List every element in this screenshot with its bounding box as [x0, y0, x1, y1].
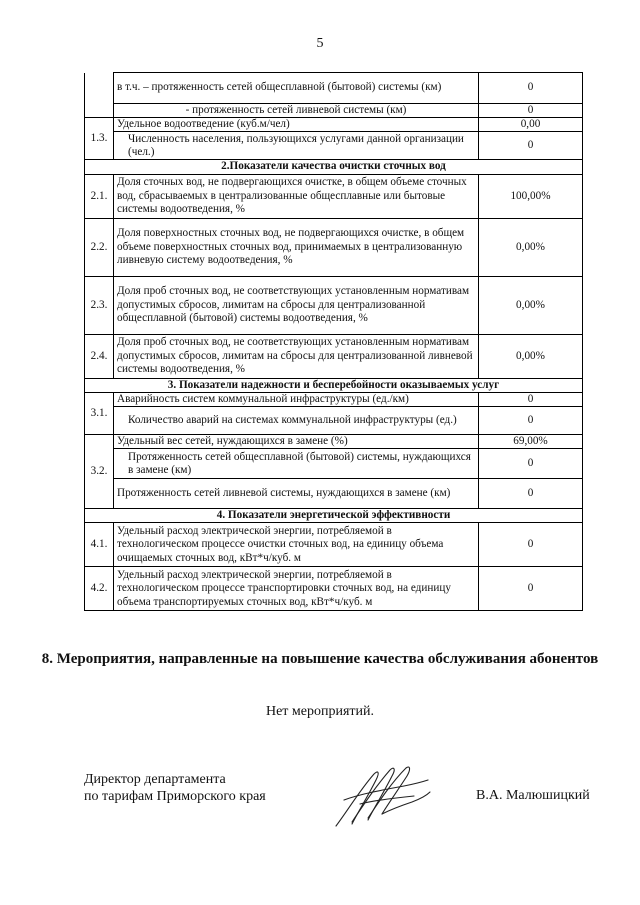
row-value: 100,00% [479, 174, 583, 218]
table-row [85, 479, 583, 509]
row-number: 2.3. [85, 276, 114, 334]
signer-title-line2: по тарифам Приморского края [84, 789, 266, 804]
table-row [85, 449, 583, 479]
row-text: Удельный расход электрической энергии, потребляемой в технологическом процессе очистки сточных вод, на единицу объема очищаемых сточных вод, кВт*ч/куб. м [114, 523, 479, 567]
table-row [85, 118, 583, 132]
table-row [85, 567, 583, 611]
signature-icon [330, 760, 435, 832]
row-number: 3.1. [85, 392, 114, 434]
row-value: 0 [479, 392, 583, 406]
table-row [85, 218, 583, 276]
row-value: 0 [479, 104, 583, 118]
row-text: Численность населения, пользующихся услугами данной организации (чел.) [114, 132, 479, 160]
no-measures-text: Нет мероприятий. [265, 704, 375, 719]
row-value: 0 [479, 449, 583, 479]
row-value: 0,00% [479, 334, 583, 378]
signer-title [84, 771, 266, 805]
section-header [85, 509, 583, 523]
section-header [85, 378, 583, 392]
row-value: 69,00% [479, 435, 583, 449]
table-row [85, 435, 583, 449]
row-value: 0,00% [479, 218, 583, 276]
section-title: 3. Показатели надежности и бесперебойности оказываемых услуг [85, 378, 583, 392]
row-number: 2.2. [85, 218, 114, 276]
section-8-heading: 8. Мероприятия, направленные на повышение качества обслуживания абонентов [41, 651, 599, 667]
row-value: 0 [479, 132, 583, 160]
row-value: 0 [479, 73, 583, 104]
row-value: 0 [479, 407, 583, 435]
indicators-table [84, 72, 583, 611]
table-row [85, 334, 583, 378]
table-row [85, 73, 583, 104]
row-number: 2.4. [85, 334, 114, 378]
row-text: Доля проб сточных вод, не соответствующих установленным нормативам допустимых сбросов, лимитам на сбросы для централизованной ливневой системы водоотведения, % [114, 334, 479, 378]
table-row [85, 132, 583, 160]
row-text: Протяженность сетей ливневой системы, нуждающихся в замене (км) [114, 479, 479, 509]
row-text: Доля поверхностных сточных вод, не подвергающихся очистке, в общем объеме поверхностных сточных вод, принимаемых в централизованную ливневую систему водоотведения, % [114, 218, 479, 276]
row-text: в т.ч. – протяженность сетей общесплавной (бытовой) системы (км) [114, 73, 479, 104]
row-number: 4.1. [85, 523, 114, 567]
row-text: Доля сточных вод, не подвергающихся очистке, в общем объеме сточных вод, сбрасываемых в централизованные общесплавные или бытовые системы водоотведения, % [114, 174, 479, 218]
table-row [85, 104, 583, 118]
table-row [85, 392, 583, 406]
row-text: Доля проб сточных вод, не соответствующих установленным нормативам допустимых сбросов, лимитам на сбросы для централизованной общесплавной (бытовой) системы водоотведения, % [114, 276, 479, 334]
row-value: 0,00 [479, 118, 583, 132]
row-text: Удельный вес сетей, нуждающихся в замене (%) [114, 435, 479, 449]
page-number: 5 [316, 36, 324, 51]
row-text: - протяженность сетей ливневой системы (км) [114, 104, 479, 118]
row-number [85, 73, 114, 118]
signer-title-line1: Директор департамента [84, 772, 226, 787]
row-value: 0,00% [479, 276, 583, 334]
row-number: 2.1. [85, 174, 114, 218]
section-title: 4. Показатели энергетической эффективности [85, 509, 583, 523]
section-title: 2.Показатели качества очистки сточных вод [85, 160, 583, 174]
section-header [85, 160, 583, 174]
row-value: 0 [479, 479, 583, 509]
table-row [85, 407, 583, 435]
row-text: Аварийность систем коммунальной инфраструктуры (ед./км) [114, 392, 479, 406]
row-text: Удельный расход электрической энергии, потребляемой в технологическом процессе транспортировки сточных вод, на единицу объема транспортируемых сточных вод, кВт*ч/куб. м [114, 567, 479, 611]
table-row [85, 276, 583, 334]
row-value: 0 [479, 523, 583, 567]
row-number: 1.3. [85, 118, 114, 160]
row-number: 4.2. [85, 567, 114, 611]
signer-name: В.А. Малюшицкий [476, 788, 590, 803]
row-text: Количество аварий на системах коммунальной инфраструктуры (ед.) [114, 407, 479, 435]
row-text: Удельное водоотведение (куб.м/чел) [114, 118, 479, 132]
row-text: Протяженность сетей общесплавной (бытовой) системы, нуждающихся в замене (км) [114, 449, 479, 479]
row-value: 0 [479, 567, 583, 611]
row-number: 3.2. [85, 435, 114, 509]
table-row [85, 523, 583, 567]
table-row [85, 174, 583, 218]
